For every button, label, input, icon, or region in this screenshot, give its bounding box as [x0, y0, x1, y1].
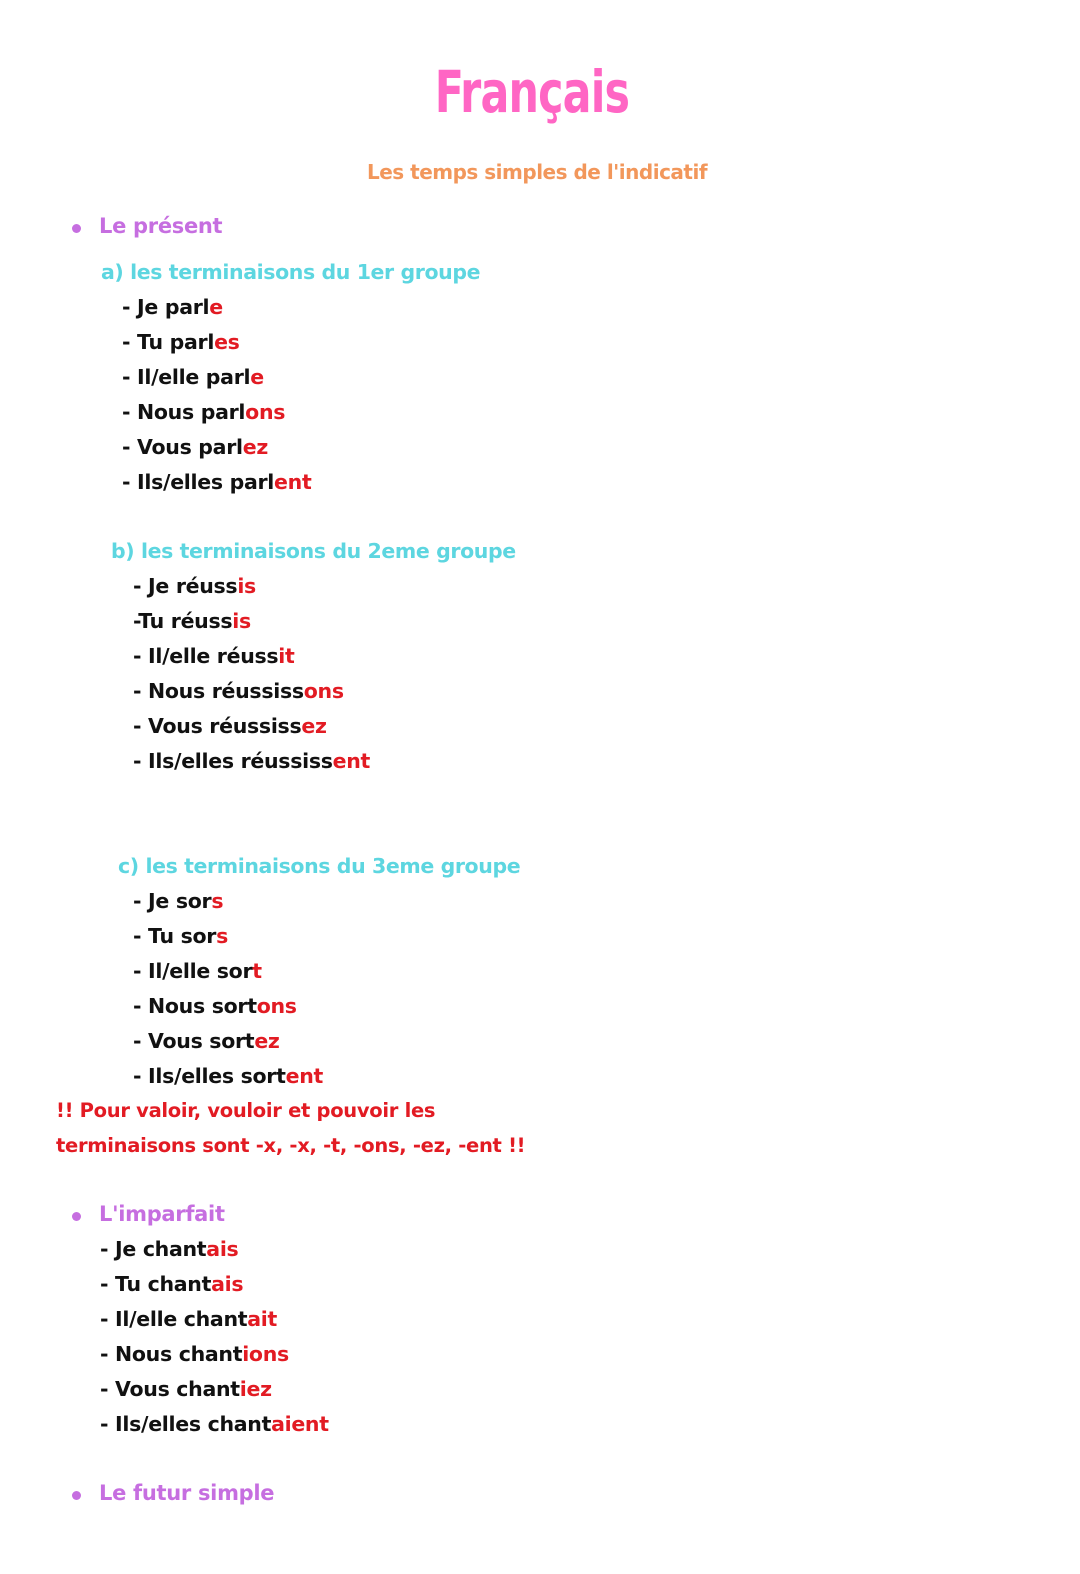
conjugation-line: - Il/elle parle	[122, 365, 264, 389]
conjugation-line: - Nous sortons	[133, 994, 297, 1018]
group-heading-3: c) les terminaisons du 3eme groupe	[118, 854, 521, 878]
ending: ez	[254, 1029, 280, 1053]
ending: ons	[245, 400, 286, 424]
ending: is	[237, 574, 256, 598]
conjugation-line: - Tu sors	[133, 924, 229, 948]
ending: es	[214, 330, 240, 354]
warning-note-line-2: terminaisons sont -x, -x, -t, -ons, -ez, -ent !!	[56, 1134, 526, 1157]
conjugation-line: - Il/elle sort	[133, 959, 262, 983]
ending: t	[252, 959, 262, 983]
conjugation-line: - Je parle	[122, 295, 223, 319]
ending: ez	[301, 714, 327, 738]
conjugation-line: - Vous parlez	[122, 435, 269, 459]
ending: is	[232, 609, 251, 633]
section-heading-imparfait: L'imparfait	[99, 1202, 225, 1226]
page-title: Français	[434, 58, 630, 126]
ending: ait	[247, 1307, 278, 1331]
ending: ons	[303, 679, 344, 703]
conjugation-line: - Vous chantiez	[100, 1377, 272, 1401]
ending: ez	[242, 435, 269, 459]
ending: ions	[242, 1342, 289, 1366]
conjugation-line: - Nous réussissons	[133, 679, 344, 703]
ending: it	[278, 644, 295, 668]
conjugation-line: - Tu chantais	[100, 1272, 244, 1296]
bullet-icon	[72, 1212, 81, 1221]
conjugation-line: - Vous réussissez	[133, 714, 327, 738]
section-heading-present: Le présent	[99, 214, 223, 238]
bullet-icon	[72, 224, 81, 233]
conjugation-line: - Je réussis	[133, 574, 256, 598]
conjugation-line: - Ils/elles chantaient	[100, 1412, 329, 1436]
ending: e	[250, 365, 264, 389]
conjugation-line: - Il/elle réussit	[133, 644, 295, 668]
conjugation-line: - Il/elle chantait	[100, 1307, 278, 1331]
conjugation-line: - Je chantais	[100, 1237, 239, 1261]
conjugation-line: - Ils/elles sortent	[133, 1064, 323, 1088]
section-heading-futur: Le futur simple	[99, 1481, 275, 1505]
conjugation-line: -Tu réussis	[133, 609, 251, 633]
ending: ais	[206, 1237, 239, 1261]
group-heading-1: a) les terminaisons du 1er groupe	[101, 260, 481, 284]
ending: ent	[285, 1064, 323, 1088]
conjugation-line: - Je sors	[133, 889, 224, 913]
ending: s	[216, 924, 229, 948]
conjugation-line: - Ils/elles réussissent	[133, 749, 371, 773]
bullet-icon	[72, 1491, 81, 1500]
conjugation-line: - Nous chantions	[100, 1342, 289, 1366]
conjugation-line: - Nous parlons	[122, 400, 286, 424]
ending: e	[209, 295, 223, 319]
conjugation-line: - Tu parles	[122, 330, 240, 354]
group-heading-2: b) les terminaisons du 2eme groupe	[111, 539, 516, 563]
ending: ais	[211, 1272, 244, 1296]
ending: iez	[239, 1377, 272, 1401]
ending: ent	[332, 749, 371, 773]
warning-note-line-1: !! Pour valoir, vouloir et pouvoir les	[56, 1099, 436, 1122]
page-subtitle: Les temps simples de l'indicatif	[366, 160, 708, 184]
ending: ons	[256, 994, 297, 1018]
conjugation-line: - Ils/elles parlent	[122, 470, 312, 494]
conjugation-line: - Vous sortez	[133, 1029, 280, 1053]
ending: aient	[271, 1412, 329, 1436]
ending: ent	[274, 470, 312, 494]
ending: s	[211, 889, 224, 913]
